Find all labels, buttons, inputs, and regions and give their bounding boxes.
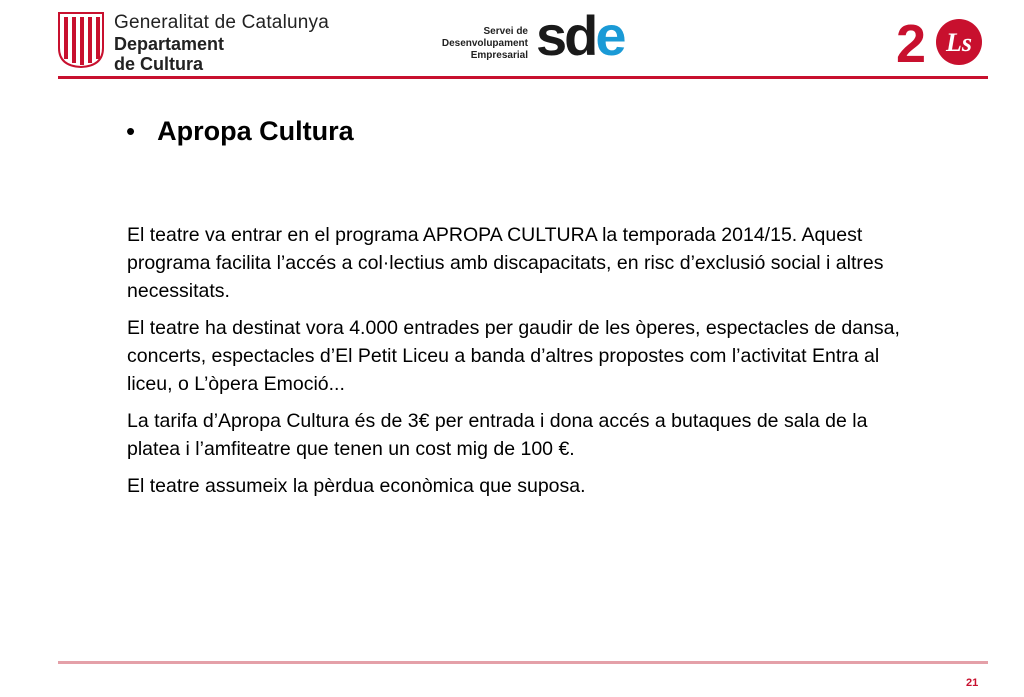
body-paragraph: El teatre va entrar en el programa APROPA CULTURA la temporada 2014/15. Aquest programa facilita l’accés a col·lectius amb discapacitats, en risc d’exclusió social i altres necessitats. bbox=[127, 224, 884, 302]
anniversary-digit: 2 bbox=[896, 16, 927, 66]
department-label: Departament bbox=[114, 34, 225, 54]
slide-title-row bbox=[126, 116, 354, 146]
slide-header bbox=[0, 0, 1024, 80]
sde-wordmark bbox=[536, 6, 624, 66]
slide-title: Apropa Cultura bbox=[157, 116, 354, 146]
department-name: de Cultura bbox=[114, 54, 204, 74]
generalitat-name: Generalitat de Catalunya bbox=[114, 12, 329, 33]
header-divider bbox=[58, 76, 988, 79]
title-bullet: • bbox=[126, 116, 136, 146]
body-paragraph: El teatre assumeix la pèrdua econòmica que suposa. bbox=[127, 475, 586, 497]
sde-logo bbox=[436, 4, 624, 68]
slide-body bbox=[127, 221, 907, 509]
page-number: 21 bbox=[966, 677, 979, 689]
body-paragraph: La tarifa d’Apropa Cultura és de 3€ per entrada i dona accés a butaques de sala de la platea i l’amfiteatre que tenen un cost mig de 100 €. bbox=[127, 410, 868, 460]
sde-tagline-line: Servei de bbox=[483, 26, 528, 37]
sde-tagline-line: Desenvolupament bbox=[441, 38, 528, 49]
anniversary-logo-icon bbox=[896, 16, 986, 66]
catalan-shield-icon bbox=[58, 12, 104, 68]
generalitat-text bbox=[114, 12, 329, 73]
generalitat-logo bbox=[58, 12, 329, 74]
sde-tagline-line: Empresarial bbox=[470, 50, 528, 61]
sde-tagline bbox=[436, 26, 528, 62]
body-paragraph: El teatre ha destinat vora 4.000 entrades per gaudir de les òperes, espectacles de dansa, concerts, espectacles d’El Petit Liceu a banda d’altres propostes com l’activitat Entra al liceu, o L’òpera Emoció... bbox=[127, 317, 900, 395]
anniversary-monogram: Ls bbox=[946, 28, 972, 57]
sde-letter-d: d bbox=[564, 4, 596, 67]
footer-divider bbox=[58, 661, 988, 664]
sde-letter-e: e bbox=[595, 4, 624, 67]
sde-letter-s: s bbox=[536, 4, 565, 67]
